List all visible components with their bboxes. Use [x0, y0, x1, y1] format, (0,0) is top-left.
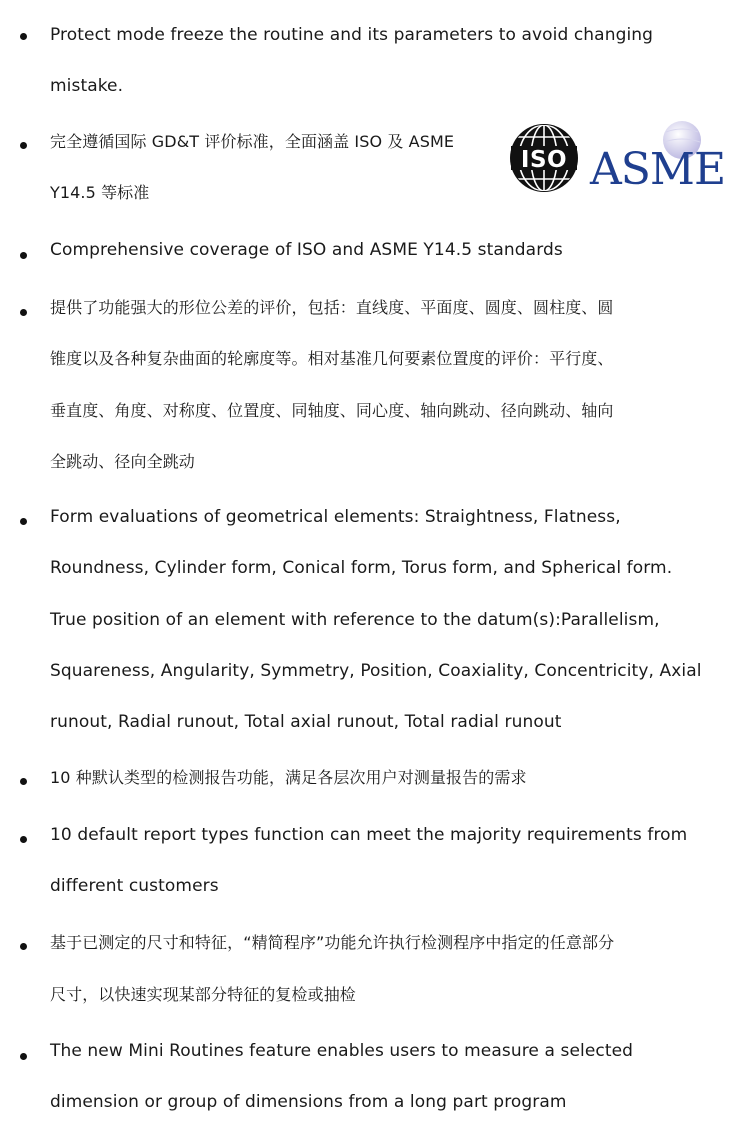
- item-line: The new Mini Routines feature enables users to measure a selected: [50, 1041, 634, 1061]
- item-line: Squareness, Angularity, Symmetry, Position, Coaxiality, Concentricity, Axial: [50, 661, 702, 681]
- standards-logos: [500, 118, 750, 200]
- bullet-icon: [20, 252, 27, 259]
- asme-logo: [586, 118, 746, 194]
- item-line: 全跳动、径向全跳动: [50, 452, 195, 471]
- bullet-icon: [20, 836, 27, 843]
- item-line: runout, Radial runout, Total axial runout, Total radial runout: [50, 712, 562, 732]
- bullet-icon: [20, 778, 27, 785]
- item-line: 基于已测定的尺寸和特征，“精简程序”功能允许执行检测程序中指定的任意部分: [50, 933, 615, 952]
- item-line: different customers: [50, 876, 219, 896]
- iso-logo-text: ISO: [520, 147, 568, 173]
- bullet-icon: [20, 943, 27, 950]
- bullet-icon: [20, 518, 27, 525]
- item-line: True position of an element with reference to the datum(s):Parallelism,: [50, 610, 660, 630]
- asme-logo-text: ASME: [590, 144, 726, 194]
- item-line: 垂直度、角度、对称度、位置度、同轴度、同心度、轴向跳动、径向跳动、轴向: [50, 401, 614, 420]
- item-line: 10 种默认类型的检测报告功能，满足各层次用户对测量报告的需求: [50, 768, 527, 787]
- bullet-icon: [20, 33, 27, 40]
- bullet-icon: [20, 309, 27, 316]
- item-line: Y14.5 等标准: [50, 183, 150, 202]
- bullet-icon: [20, 1053, 27, 1060]
- item-line: 完全遵循国际 GD&T 评价标准，全面涵盖 ISO 及 ASME: [50, 132, 455, 151]
- bullet-icon: [20, 142, 27, 149]
- item-line: 10 default report types function can meet the majority requirements from: [50, 825, 688, 845]
- item-line: 锥度以及各种复杂曲面的轮廓度等。相对基准几何要素位置度的评价：平行度、: [50, 349, 614, 368]
- item-line: 尺寸，以快速实现某部分特征的复检或抽检: [50, 985, 356, 1004]
- item-line: 提供了功能强大的形位公差的评价，包括：直线度、平面度、圆度、圆柱度、圆: [50, 298, 614, 317]
- item-line: Form evaluations of geometrical elements: Straightness, Flatness,: [50, 507, 621, 527]
- item-line: mistake.: [50, 76, 124, 96]
- iso-logo: [508, 122, 580, 194]
- item-line: Protect mode freeze the routine and its parameters to avoid changing: [50, 25, 654, 45]
- item-line: Comprehensive coverage of ISO and ASME Y14.5 standards: [50, 240, 563, 260]
- item-line: dimension or group of dimensions from a long part program: [50, 1092, 567, 1112]
- item-line: Roundness, Cylinder form, Conical form, Torus form, and Spherical form.: [50, 558, 673, 578]
